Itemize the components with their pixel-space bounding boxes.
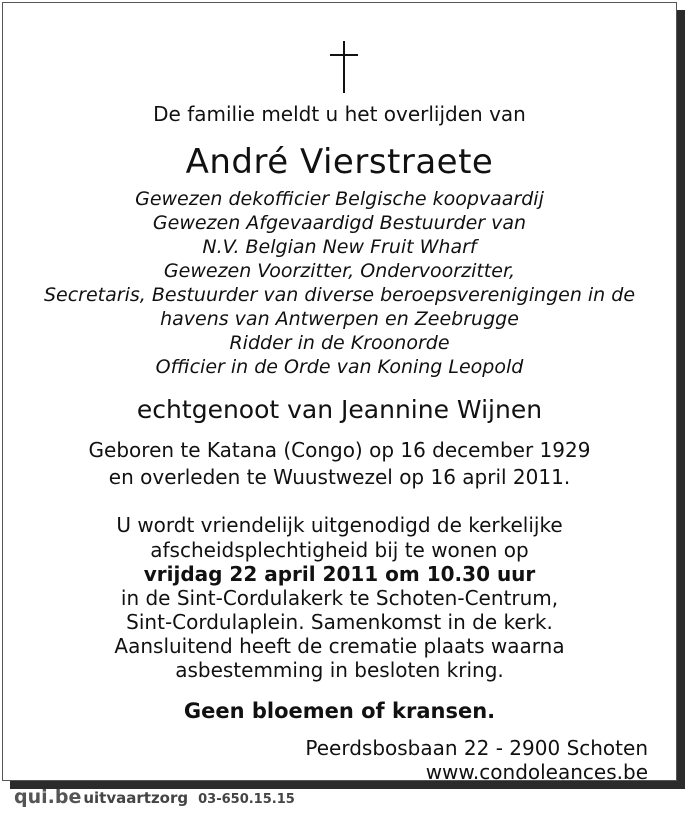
website: www.condoleances.be: [425, 760, 648, 784]
no-flowers-note: Geen bloemen of kransen.: [183, 699, 496, 723]
ceremony-line: Aansluitend heeft de crematie plaats waarna: [114, 634, 565, 658]
deceased-name: André Vierstraete: [185, 142, 494, 182]
ceremony-line: Sint-Cordulaplein. Samenkomst in de kerk.: [126, 610, 553, 634]
footer-phone: 03-650.15.15: [198, 792, 295, 807]
ceremony-line: in de Sint-Cordulakerk te Schoten-Centrum,: [120, 586, 559, 610]
cross-icon: [326, 39, 362, 95]
birth-line: Geboren te Katana (Congo) op 16 december 1929: [88, 438, 591, 462]
title-line: Ridder in de Kroonorde: [229, 332, 450, 354]
ceremony-line: asbestemming in besloten kring.: [175, 658, 504, 682]
obituary-card: [2, 2, 677, 784]
footer: [14, 786, 295, 812]
intro-text: De familie meldt u het overlijden van: [153, 102, 526, 126]
ceremony-line: U wordt vriendelijk uitgenodigd de kerkelijke: [116, 513, 563, 537]
title-line: Secretaris, Bestuurder van diverse beroepsverenigingen in de: [43, 284, 636, 306]
spouse-line: echtgenoot van Jeannine Wijnen: [136, 395, 543, 424]
footer-brand: qui.be: [14, 786, 82, 808]
title-line: N.V. Belgian New Fruit Wharf: [202, 236, 477, 258]
title-line: Gewezen Afgevaardigd Bestuurder van: [152, 212, 527, 234]
ceremony-datetime: vrijdag 22 april 2011 om 10.30 uur: [143, 562, 536, 586]
title-line: havens van Antwerpen en Zeebrugge: [160, 308, 519, 330]
title-line: Gewezen dekofficier Belgische koopvaardij: [135, 188, 544, 210]
address: Peerdsbosbaan 22 - 2900 Schoten: [305, 736, 648, 760]
title-line: Gewezen Voorzitter, Ondervoorzitter,: [163, 260, 516, 282]
death-line: en overleden te Wuustwezel op 16 april 2011.: [108, 465, 571, 489]
footer-service: uitvaartzorg: [83, 789, 189, 807]
ceremony-line: afscheidsplechtigheid bij te wonen op: [150, 538, 529, 562]
title-line: Officier in de Orde van Koning Leopold: [155, 356, 524, 378]
